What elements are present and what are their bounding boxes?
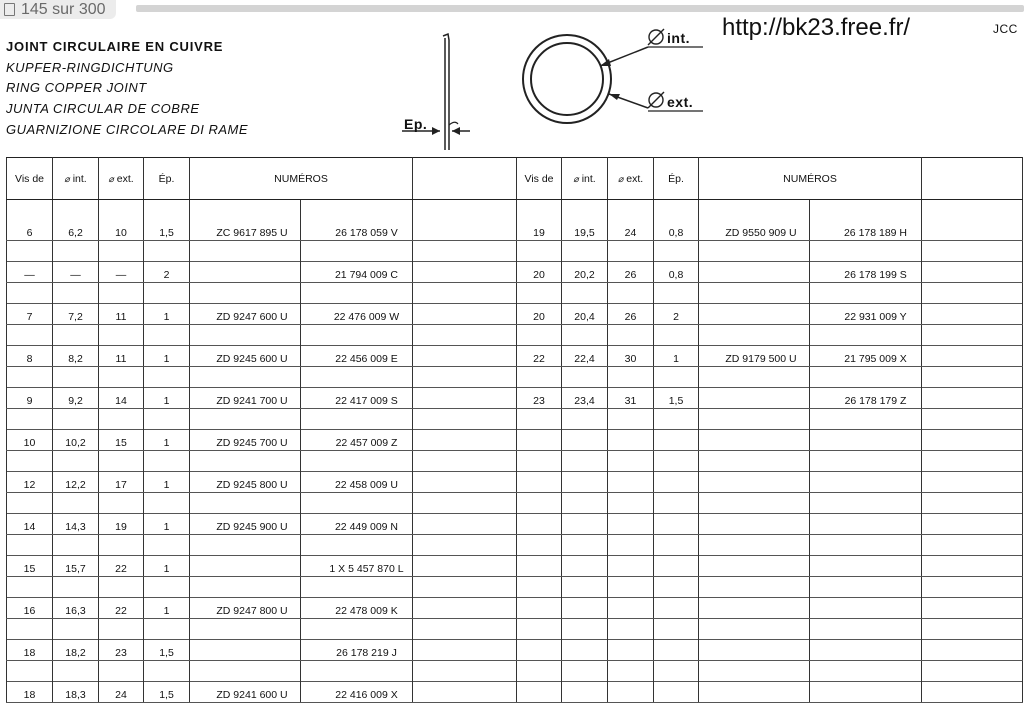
cell-num2 <box>810 514 922 535</box>
table-row <box>517 598 1023 619</box>
table-row <box>7 640 517 661</box>
cell-ext <box>608 598 654 619</box>
cell-num1: ZD 9179 500 U <box>699 346 810 367</box>
row-spacer <box>517 409 1023 430</box>
cell-vis <box>517 472 562 493</box>
title-es: JUNTA CIRCULAR DE COBRE <box>6 101 200 117</box>
col-blank-header <box>922 158 1023 200</box>
cell-vis <box>517 682 562 703</box>
cell-vis: 10 <box>7 430 53 451</box>
cell-blank <box>922 514 1023 535</box>
cell-int: 12,2 <box>53 472 99 493</box>
cell-int: 20,4 <box>562 304 608 325</box>
cell-ep: 1 <box>144 556 190 577</box>
cell-blank <box>922 556 1023 577</box>
cell-blank <box>922 304 1023 325</box>
row-spacer <box>7 493 517 514</box>
cell-vis: 14 <box>7 514 53 535</box>
table-row <box>7 346 517 367</box>
table-header-row <box>7 158 517 200</box>
row-spacer <box>7 619 517 640</box>
row-spacer <box>7 661 517 682</box>
cell-vis <box>517 556 562 577</box>
title-fr: JOINT CIRCULAIRE EN CUIVRE <box>6 39 224 54</box>
cell-num1 <box>699 556 810 577</box>
cell-ext: 26 <box>608 262 654 283</box>
cell-num2 <box>810 430 922 451</box>
cell-num2: 22 478 009 K <box>301 598 413 619</box>
cell-ep: 1 <box>144 514 190 535</box>
cell-ext: 19 <box>99 514 144 535</box>
cell-blank <box>413 640 517 661</box>
cell-vis: 16 <box>7 598 53 619</box>
cell-ep: 1 <box>144 598 190 619</box>
cell-num1: ZD 9245 600 U <box>190 346 301 367</box>
cell-num2: 22 457 009 Z <box>301 430 413 451</box>
thickness-label: Ep. <box>404 116 428 132</box>
cell-ext: 11 <box>99 304 144 325</box>
cell-ep: 1,5 <box>144 200 190 241</box>
cell-int: 10,2 <box>53 430 99 451</box>
cell-num1: ZD 9245 700 U <box>190 430 301 451</box>
cell-ep: 0,8 <box>654 262 699 283</box>
cell-blank <box>922 682 1023 703</box>
table-row <box>7 556 517 577</box>
row-spacer <box>517 241 1023 262</box>
row-spacer <box>7 325 517 346</box>
cell-int <box>562 640 608 661</box>
row-spacer <box>7 367 517 388</box>
cell-int: 23,4 <box>562 388 608 409</box>
cell-ep: 1 <box>144 346 190 367</box>
cell-num1 <box>699 304 810 325</box>
cell-num2: 26 178 189 H <box>810 200 922 241</box>
col-vis-header: Vis de <box>7 158 53 200</box>
cell-ext <box>608 430 654 451</box>
cell-int: 15,7 <box>53 556 99 577</box>
col-blank-header <box>413 158 517 200</box>
cell-blank <box>413 262 517 283</box>
cell-num1 <box>699 514 810 535</box>
table-row <box>7 388 517 409</box>
cell-ep <box>654 598 699 619</box>
cell-ep: 1 <box>144 304 190 325</box>
cell-ext: 10 <box>99 200 144 241</box>
cell-num1 <box>699 430 810 451</box>
cell-ep: 2 <box>144 262 190 283</box>
cell-num1: ZD 9550 909 U <box>699 200 810 241</box>
parts-table-right <box>516 157 1023 703</box>
title-en: RING COPPER JOINT <box>6 80 147 96</box>
page-indicator-label: 145 sur 300 <box>21 0 106 18</box>
cell-vis <box>517 430 562 451</box>
cell-vis <box>517 514 562 535</box>
table-row <box>517 472 1023 493</box>
cell-num1: ZD 9247 800 U <box>190 598 301 619</box>
row-spacer <box>517 661 1023 682</box>
cell-vis: 22 <box>517 346 562 367</box>
cell-int: 18,2 <box>53 640 99 661</box>
cell-num2: 21 795 009 X <box>810 346 922 367</box>
cell-vis: 19 <box>517 200 562 241</box>
cell-vis: 18 <box>7 640 53 661</box>
cell-num2 <box>810 472 922 493</box>
cell-num2: 21 794 009 C <box>301 262 413 283</box>
cell-ext <box>608 514 654 535</box>
cell-blank <box>413 514 517 535</box>
cell-ext: 11 <box>99 346 144 367</box>
cell-int: 18,3 <box>53 682 99 703</box>
source-url: http://bk23.free.fr/ <box>722 14 911 41</box>
cell-blank <box>413 682 517 703</box>
cell-ext <box>608 640 654 661</box>
cell-ep <box>654 682 699 703</box>
table-row <box>517 556 1023 577</box>
table-row <box>7 200 517 241</box>
cell-ext: 15 <box>99 430 144 451</box>
cell-ep: 0,8 <box>654 200 699 241</box>
cell-num1: ZD 9241 700 U <box>190 388 301 409</box>
cell-int: 20,2 <box>562 262 608 283</box>
cell-num2: 26 178 219 J <box>301 640 413 661</box>
row-spacer <box>7 283 517 304</box>
cell-num2 <box>810 556 922 577</box>
row-spacer <box>517 493 1023 514</box>
cell-ep <box>654 640 699 661</box>
cell-int <box>562 514 608 535</box>
cell-ep <box>654 514 699 535</box>
cell-blank <box>413 346 517 367</box>
cell-num2: 22 417 009 S <box>301 388 413 409</box>
cell-vis: 20 <box>517 304 562 325</box>
cell-blank <box>413 472 517 493</box>
col-numeros-header: NUMÉROS <box>699 158 922 200</box>
cell-vis: — <box>7 262 53 283</box>
cell-num1: ZC 9617 895 U <box>190 200 301 241</box>
col-ep-header: Ép. <box>144 158 190 200</box>
cell-blank <box>922 598 1023 619</box>
row-spacer <box>7 451 517 472</box>
cell-vis: 7 <box>7 304 53 325</box>
cell-blank <box>922 262 1023 283</box>
cell-vis: 15 <box>7 556 53 577</box>
cell-num1 <box>699 262 810 283</box>
inner-diameter-label: int. <box>667 30 690 46</box>
cell-vis: 23 <box>517 388 562 409</box>
row-spacer <box>7 409 517 430</box>
cell-num2: 22 458 009 U <box>301 472 413 493</box>
cell-num1: ZD 9245 800 U <box>190 472 301 493</box>
row-spacer <box>7 535 517 556</box>
cell-num2: 22 449 009 N <box>301 514 413 535</box>
cell-ep: 1 <box>144 388 190 409</box>
cell-ep: 1 <box>144 430 190 451</box>
cell-num1: ZD 9241 600 U <box>190 682 301 703</box>
cell-int: 19,5 <box>562 200 608 241</box>
table-row <box>7 472 517 493</box>
cell-int <box>562 430 608 451</box>
col-ext-header: ⌀ ext. <box>99 158 144 200</box>
cell-vis: 9 <box>7 388 53 409</box>
table-row <box>7 262 517 283</box>
cell-blank <box>413 556 517 577</box>
cell-int: 14,3 <box>53 514 99 535</box>
table-row <box>517 200 1023 241</box>
col-numeros-header: NUMÉROS <box>190 158 413 200</box>
row-spacer <box>7 577 517 598</box>
cell-blank <box>922 472 1023 493</box>
cell-vis: 8 <box>7 346 53 367</box>
cell-ep <box>654 472 699 493</box>
col-ep-header: Ép. <box>654 158 699 200</box>
cell-ep <box>654 430 699 451</box>
row-spacer <box>7 241 517 262</box>
cell-ext: 31 <box>608 388 654 409</box>
table-row <box>517 346 1023 367</box>
cell-ext <box>608 556 654 577</box>
cell-blank <box>413 388 517 409</box>
table-row <box>517 388 1023 409</box>
cell-num2: 26 178 199 S <box>810 262 922 283</box>
table-row <box>517 304 1023 325</box>
cell-num1 <box>699 472 810 493</box>
table-row <box>7 514 517 535</box>
cell-ext <box>608 682 654 703</box>
profile-drawing <box>402 34 470 150</box>
table-row <box>517 682 1023 703</box>
cell-num2: 26 178 059 V <box>301 200 413 241</box>
table-row <box>517 514 1023 535</box>
cell-num2: 26 178 179 Z <box>810 388 922 409</box>
col-ext-header: ⌀ ext. <box>608 158 654 200</box>
cell-blank <box>413 598 517 619</box>
cell-vis: 20 <box>517 262 562 283</box>
cell-vis: 6 <box>7 200 53 241</box>
cell-blank <box>922 200 1023 241</box>
table-row <box>7 304 517 325</box>
cell-ext: 30 <box>608 346 654 367</box>
col-vis-header: Vis de <box>517 158 562 200</box>
cell-int <box>562 472 608 493</box>
cell-ext: 26 <box>608 304 654 325</box>
cell-num2 <box>810 682 922 703</box>
row-spacer <box>517 283 1023 304</box>
cell-num1: ZD 9245 900 U <box>190 514 301 535</box>
cell-ext: 17 <box>99 472 144 493</box>
cell-num1 <box>699 388 810 409</box>
outer-diameter-label: ext. <box>667 94 694 110</box>
cell-ep: 1 <box>654 346 699 367</box>
col-int-header: ⌀ int. <box>53 158 99 200</box>
row-spacer <box>517 367 1023 388</box>
table-row <box>7 682 517 703</box>
cell-num1 <box>699 598 810 619</box>
col-int-header: ⌀ int. <box>562 158 608 200</box>
table-header-row <box>517 158 1023 200</box>
cell-int: 22,4 <box>562 346 608 367</box>
row-spacer <box>517 325 1023 346</box>
row-spacer <box>517 619 1023 640</box>
cell-vis <box>517 598 562 619</box>
cell-num2: 22 931 009 Y <box>810 304 922 325</box>
cell-int <box>562 682 608 703</box>
parts-table-left <box>6 157 517 703</box>
cell-blank <box>922 430 1023 451</box>
cell-ext <box>608 472 654 493</box>
signature: JCC <box>993 22 1018 36</box>
cell-int: 8,2 <box>53 346 99 367</box>
cell-ext: 14 <box>99 388 144 409</box>
cell-num1 <box>190 262 301 283</box>
table-row <box>7 598 517 619</box>
cell-num2 <box>810 598 922 619</box>
table-row <box>517 262 1023 283</box>
table-row <box>517 430 1023 451</box>
table-row <box>517 640 1023 661</box>
title-de: KUPFER-RINGDICHTUNG <box>6 59 174 75</box>
cell-int: 7,2 <box>53 304 99 325</box>
cell-num1 <box>190 640 301 661</box>
cell-int: 16,3 <box>53 598 99 619</box>
cell-int: — <box>53 262 99 283</box>
cell-blank <box>413 200 517 241</box>
cell-vis: 12 <box>7 472 53 493</box>
cell-blank <box>922 346 1023 367</box>
cell-ep: 2 <box>654 304 699 325</box>
cell-num2: 22 476 009 W <box>301 304 413 325</box>
cell-ext: 22 <box>99 598 144 619</box>
cell-vis <box>517 640 562 661</box>
cell-blank <box>413 430 517 451</box>
cell-ep: 1,5 <box>654 388 699 409</box>
cell-int <box>562 598 608 619</box>
cell-blank <box>922 388 1023 409</box>
cell-ext: 22 <box>99 556 144 577</box>
cell-int: 6,2 <box>53 200 99 241</box>
cell-ext: 24 <box>608 200 654 241</box>
cell-num2 <box>810 640 922 661</box>
cell-ext: 23 <box>99 640 144 661</box>
cell-ep: 1,5 <box>144 640 190 661</box>
cell-num2: 22 456 009 E <box>301 346 413 367</box>
row-spacer <box>517 577 1023 598</box>
cell-ep: 1 <box>144 472 190 493</box>
cell-int: 9,2 <box>53 388 99 409</box>
cell-ep <box>654 556 699 577</box>
cell-num1 <box>699 640 810 661</box>
cell-num1: ZD 9247 600 U <box>190 304 301 325</box>
row-spacer <box>517 535 1023 556</box>
table-row <box>7 430 517 451</box>
cell-num2: 1 X 5 457 870 L <box>301 556 413 577</box>
cell-ext: 24 <box>99 682 144 703</box>
title-it: GUARNIZIONE CIRCOLARE DI RAME <box>6 121 249 137</box>
joint-diagram <box>0 0 720 156</box>
cell-num2: 22 416 009 X <box>301 682 413 703</box>
cell-ext: — <box>99 262 144 283</box>
cell-vis: 18 <box>7 682 53 703</box>
cell-num1 <box>190 556 301 577</box>
cell-int <box>562 556 608 577</box>
cell-blank <box>413 304 517 325</box>
row-spacer <box>517 451 1023 472</box>
cell-blank <box>922 640 1023 661</box>
cell-num1 <box>699 682 810 703</box>
cell-ep: 1,5 <box>144 682 190 703</box>
